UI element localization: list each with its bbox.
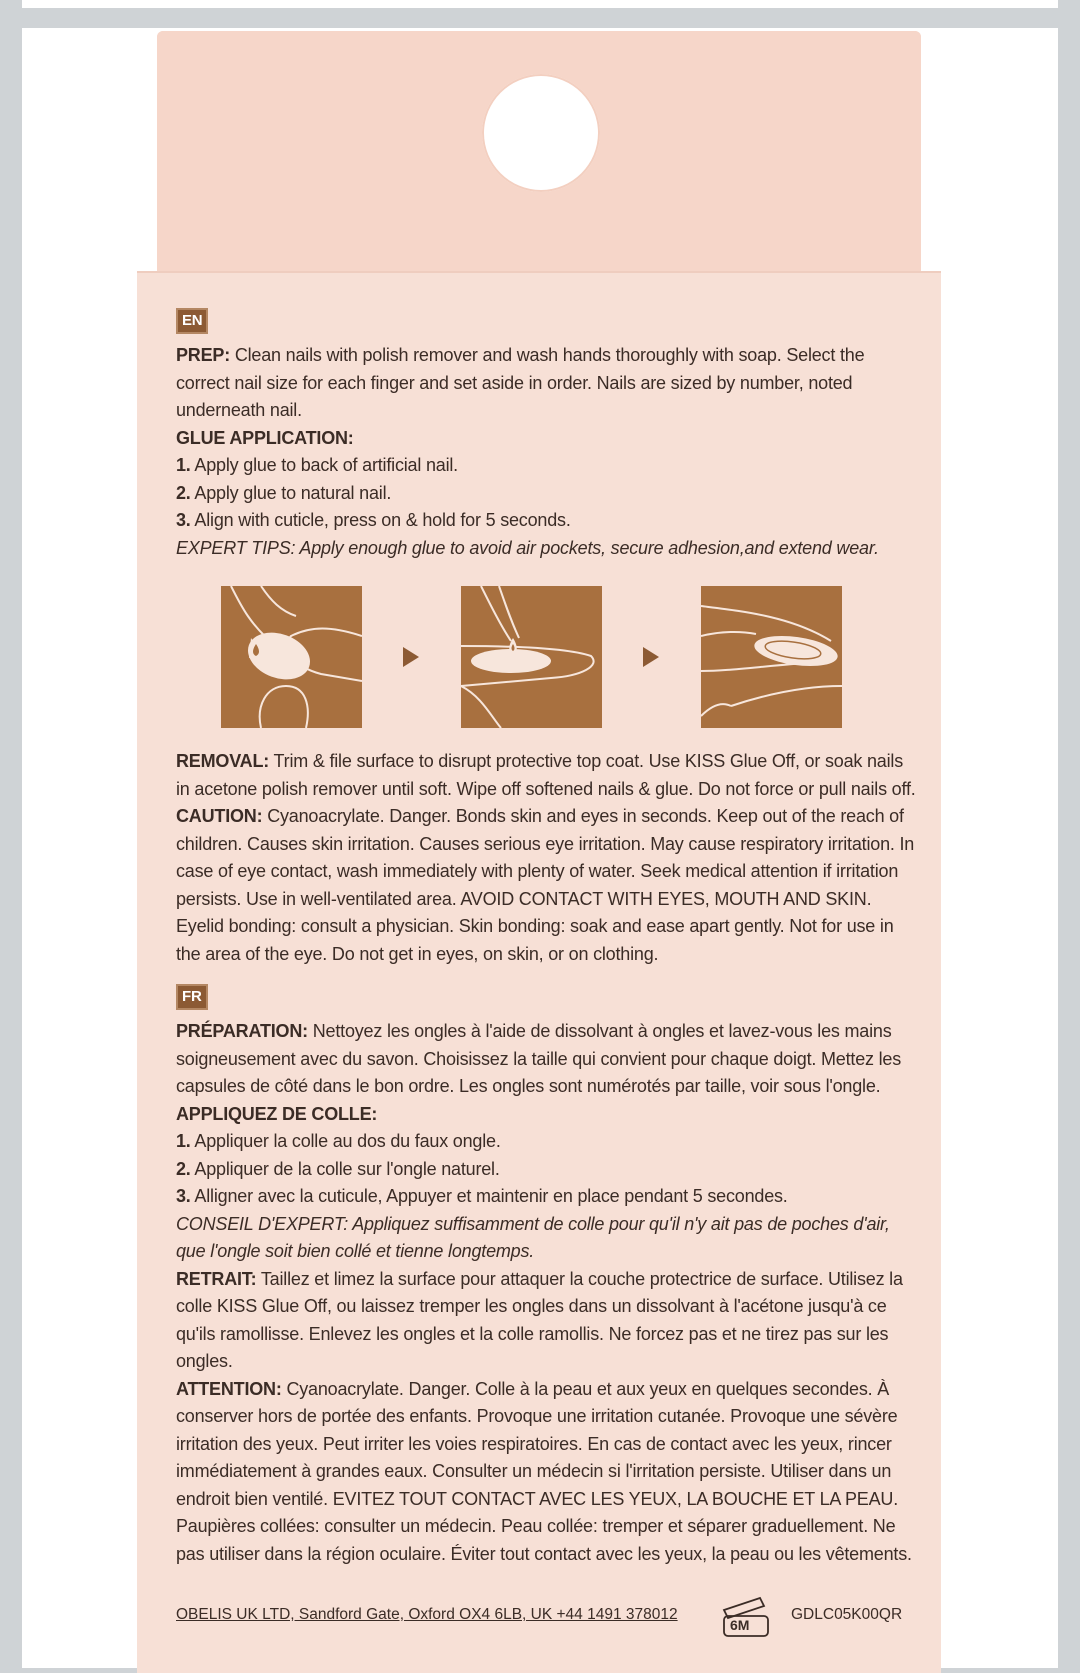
en-step-3 (176, 507, 916, 535)
fr-step-3-num: 3. (176, 1186, 191, 1206)
en-prep-text: Clean nails with polish remover and wash hands thoroughly with soap. Select the correct nail size for each finger and set aside in order. Nails are sized by number, noted underneath nail. (176, 345, 865, 420)
fr-prep-label: PRÉPARATION: (176, 1021, 308, 1041)
fr-step-3 (176, 1183, 916, 1211)
en-prep (176, 342, 916, 425)
package-hang-tab (157, 31, 921, 271)
en-caution (176, 803, 916, 968)
en-step-3-text: Align with cuticle, press on & hold for 5 seconds. (190, 510, 571, 530)
en-glue-heading: GLUE APPLICATION: (176, 427, 354, 448)
en-expert-tips: EXPERT TIPS: Apply enough glue to avoid air pockets, secure adhesion,and extend wear. (176, 537, 879, 558)
fr-step-1-text: Appliquer la colle au dos du faux ongle. (190, 1131, 501, 1151)
fr-step-2-text: Appliquer de la colle sur l'ongle naturel. (190, 1158, 500, 1179)
en-badge: EN (176, 308, 208, 334)
illustration-glue-artificial-nail (221, 586, 362, 728)
fr-step-2-num: 2. (176, 1158, 191, 1179)
en-removal (176, 748, 916, 803)
en-step-1-num: 1. (176, 455, 191, 475)
fr-section (176, 982, 916, 1568)
period-after-opening-icon (718, 1596, 774, 1636)
illustration-glue-natural-nail (461, 586, 602, 728)
pao-label: 6M (730, 1617, 750, 1633)
arrow-right-icon (643, 647, 659, 667)
fr-step-1 (176, 1128, 916, 1156)
fr-expert-tips: CONSEIL D'EXPERT: Appliquez suffisamment de colle pour qu'il n'y ait pas de poches d'air, que l'ongle soit bien collé et tienne longtemps. (176, 1213, 890, 1261)
en-step-2-num: 2. (176, 482, 191, 503)
fr-removal-label: RETRAIT: (176, 1268, 257, 1289)
fr-caution-text: Cyanoacrylate. Danger. Colle à la peau et aux yeux en quelques secondes. À conserver hors de portée des enfants. Provoque une irritation cutanée. Provoque une sévère irritation des yeux. Peut irriter les voies respiratoires. En cas de contact avec les yeux, rincer immédiatement à grandes eaux. Consulter un médecin si l'irritation persiste. Utiliser dans un endroit bien ventilé. EVITEZ TOUT CONTACT AVEC LES YEUX, LA BOUCHE ET LA PEAU. Paupières collées: consulter un médecin. Peau collée: tremper et séparer graduellement. Ne pas utiliser dans la région oculaire. Éviter tout contact avec les yeux, la peau ou les vêtements. (176, 1378, 912, 1564)
manufacturer-address: OBELIS UK LTD, Sandford Gate, Oxford OX4 6LB, UK +44 1491 378012 (176, 1606, 678, 1623)
hang-hole (482, 74, 600, 192)
en-caution-label: CAUTION: (176, 806, 263, 826)
en-caution-text: Cyanoacrylate. Danger. Bonds skin and eyes in seconds. Keep out of the reach of children. Causes skin irritation. Causes serious eye irritation. May cause respiratory irritation. In case of eye contact, wash immediately with plenty of water. Seek medical attention if irritation persists. Use in well-ventilated area. AVOID CONTACT WITH EYES, MOUTH AND SKIN. Eyelid bonding: consult a physician. Skin bonding: soak and ease apart gently. Not for use in the area of the eye. Do not get in eyes, on skin, or on clothing. (176, 806, 915, 964)
fr-prep-text: Nettoyez les ongles à l'aide de dissolvant à ongles et lavez-vous les mains soigneusement avec du savon. Choisissez la taille qui convient pour chaque doigt. Mettez les capsules de côté dans le bon ordre. Les ongles sont numérotés par taille, voir sous l'ongle. (176, 1021, 902, 1096)
instructions (176, 306, 916, 1568)
fr-caution (176, 1376, 916, 1569)
en-step-2 (176, 480, 916, 508)
fr-glue-heading: APPLIQUEZ DE COLLE: (176, 1103, 378, 1124)
en-removal-label: REMOVAL: (176, 751, 270, 771)
en-step-1 (176, 452, 916, 480)
product-code: GDLC05K00QR (791, 1606, 903, 1623)
en-prep-label: PREP: (176, 345, 231, 365)
top-strip (22, 0, 1058, 8)
application-illustrations (221, 586, 847, 728)
fr-removal-text: Taillez et limez la surface pour attaquer la couche protectrice de surface. Utilisez la colle KISS Glue Off, ou laissez tremper les ongles dans un dissolvant à l'acétone jusqu'à ce qu'ils ramollisse. Enlevez les ongles et la colle ramollis. Ne forcez pas et ne tirez pas sur les ongles. (176, 1268, 903, 1371)
fr-removal (176, 1266, 916, 1376)
arrow-right-icon (403, 647, 419, 667)
fr-caution-label: ATTENTION: (176, 1378, 282, 1399)
en-removal-text: Trim & file surface to disrupt protective top coat. Use KISS Glue Off, or soak nails in acetone polish remover until soft. Wipe off softened nails & glue. Do not force or pull nails off. (176, 751, 916, 799)
fr-step-1-num: 1. (176, 1131, 191, 1151)
fr-prep (176, 1018, 916, 1101)
section-gap (176, 968, 916, 982)
fr-step-2 (176, 1156, 916, 1184)
en-step-1-text: Apply glue to back of artificial nail. (190, 455, 458, 475)
fr-badge: FR (176, 984, 208, 1010)
en-step-2-text: Apply glue to natural nail. (190, 482, 392, 503)
illustration-press-on-nail (701, 586, 842, 728)
fr-step-3-text: Alligner avec la cuticule, Appuyer et maintenir en place pendant 5 secondes. (190, 1186, 788, 1206)
en-step-3-num: 3. (176, 510, 191, 530)
